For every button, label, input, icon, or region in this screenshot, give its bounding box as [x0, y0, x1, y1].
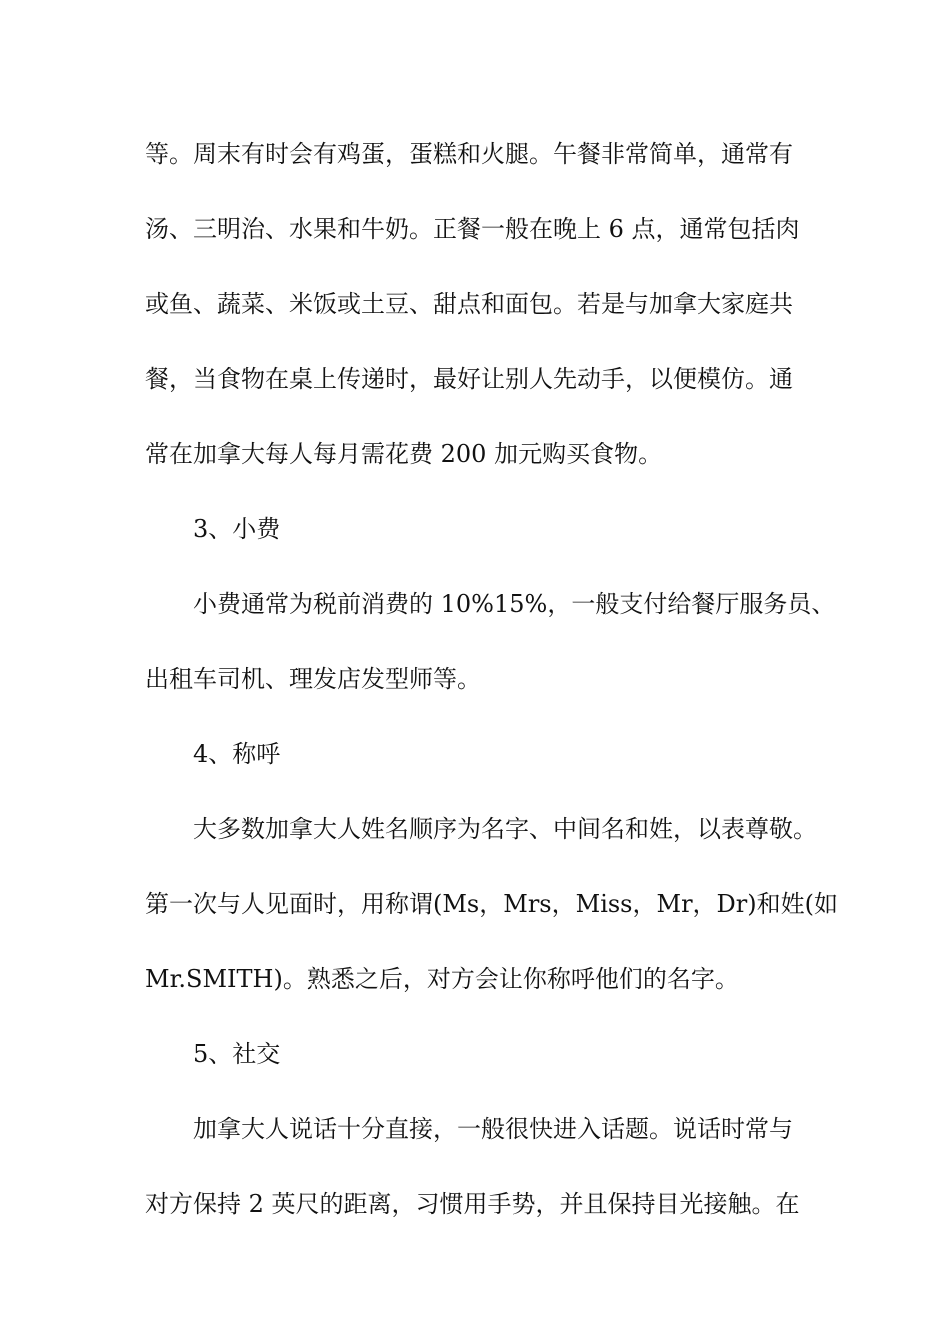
text-line-5: 常在加拿大每人每月需花费 200 加元购买食物。 — [145, 440, 663, 468]
text-line-10: 大多数加拿大人姓名顺序为名字、中间名和姓，以表尊敬。 — [193, 815, 817, 843]
text-line-4: 餐，当食物在桌上传递时，最好让别人先动手，以便模仿。通 — [145, 365, 793, 393]
text-line-11: 第一次与人见面时，用称谓(Ms，Mrs，Miss，Mr，Dr)和姓(如 — [145, 890, 838, 918]
text-line-15: 对方保持 2 英尺的距离，习惯用手势，并且保持目光接触。在 — [145, 1190, 800, 1218]
text-line-2: 汤、三明治、水果和牛奶。正餐一般在晚上 6 点，通常包括肉 — [145, 215, 800, 243]
section-heading-social: 5、社交 — [193, 1040, 281, 1068]
text-line-1: 等。周末有时会有鸡蛋，蛋糕和火腿。午餐非常简单，通常有 — [145, 140, 793, 168]
text-line-14: 加拿大人说话十分直接，一般很快进入话题。说话时常与 — [193, 1115, 793, 1143]
text-line-8: 出租车司机、理发店发型师等。 — [145, 665, 481, 693]
text-line-3: 或鱼、蔬菜、米饭或土豆、甜点和面包。若是与加拿大家庭共 — [145, 290, 793, 318]
text-line-7: 小费通常为税前消费的 10%15%，一般支付给餐厅服务员、 — [193, 590, 836, 618]
text-line-12: Mr.SMITH)。熟悉之后，对方会让你称呼他们的名字。 — [145, 965, 739, 993]
section-heading-addressing: 4、称呼 — [193, 740, 281, 768]
section-heading-tipping: 3、小费 — [193, 515, 281, 543]
